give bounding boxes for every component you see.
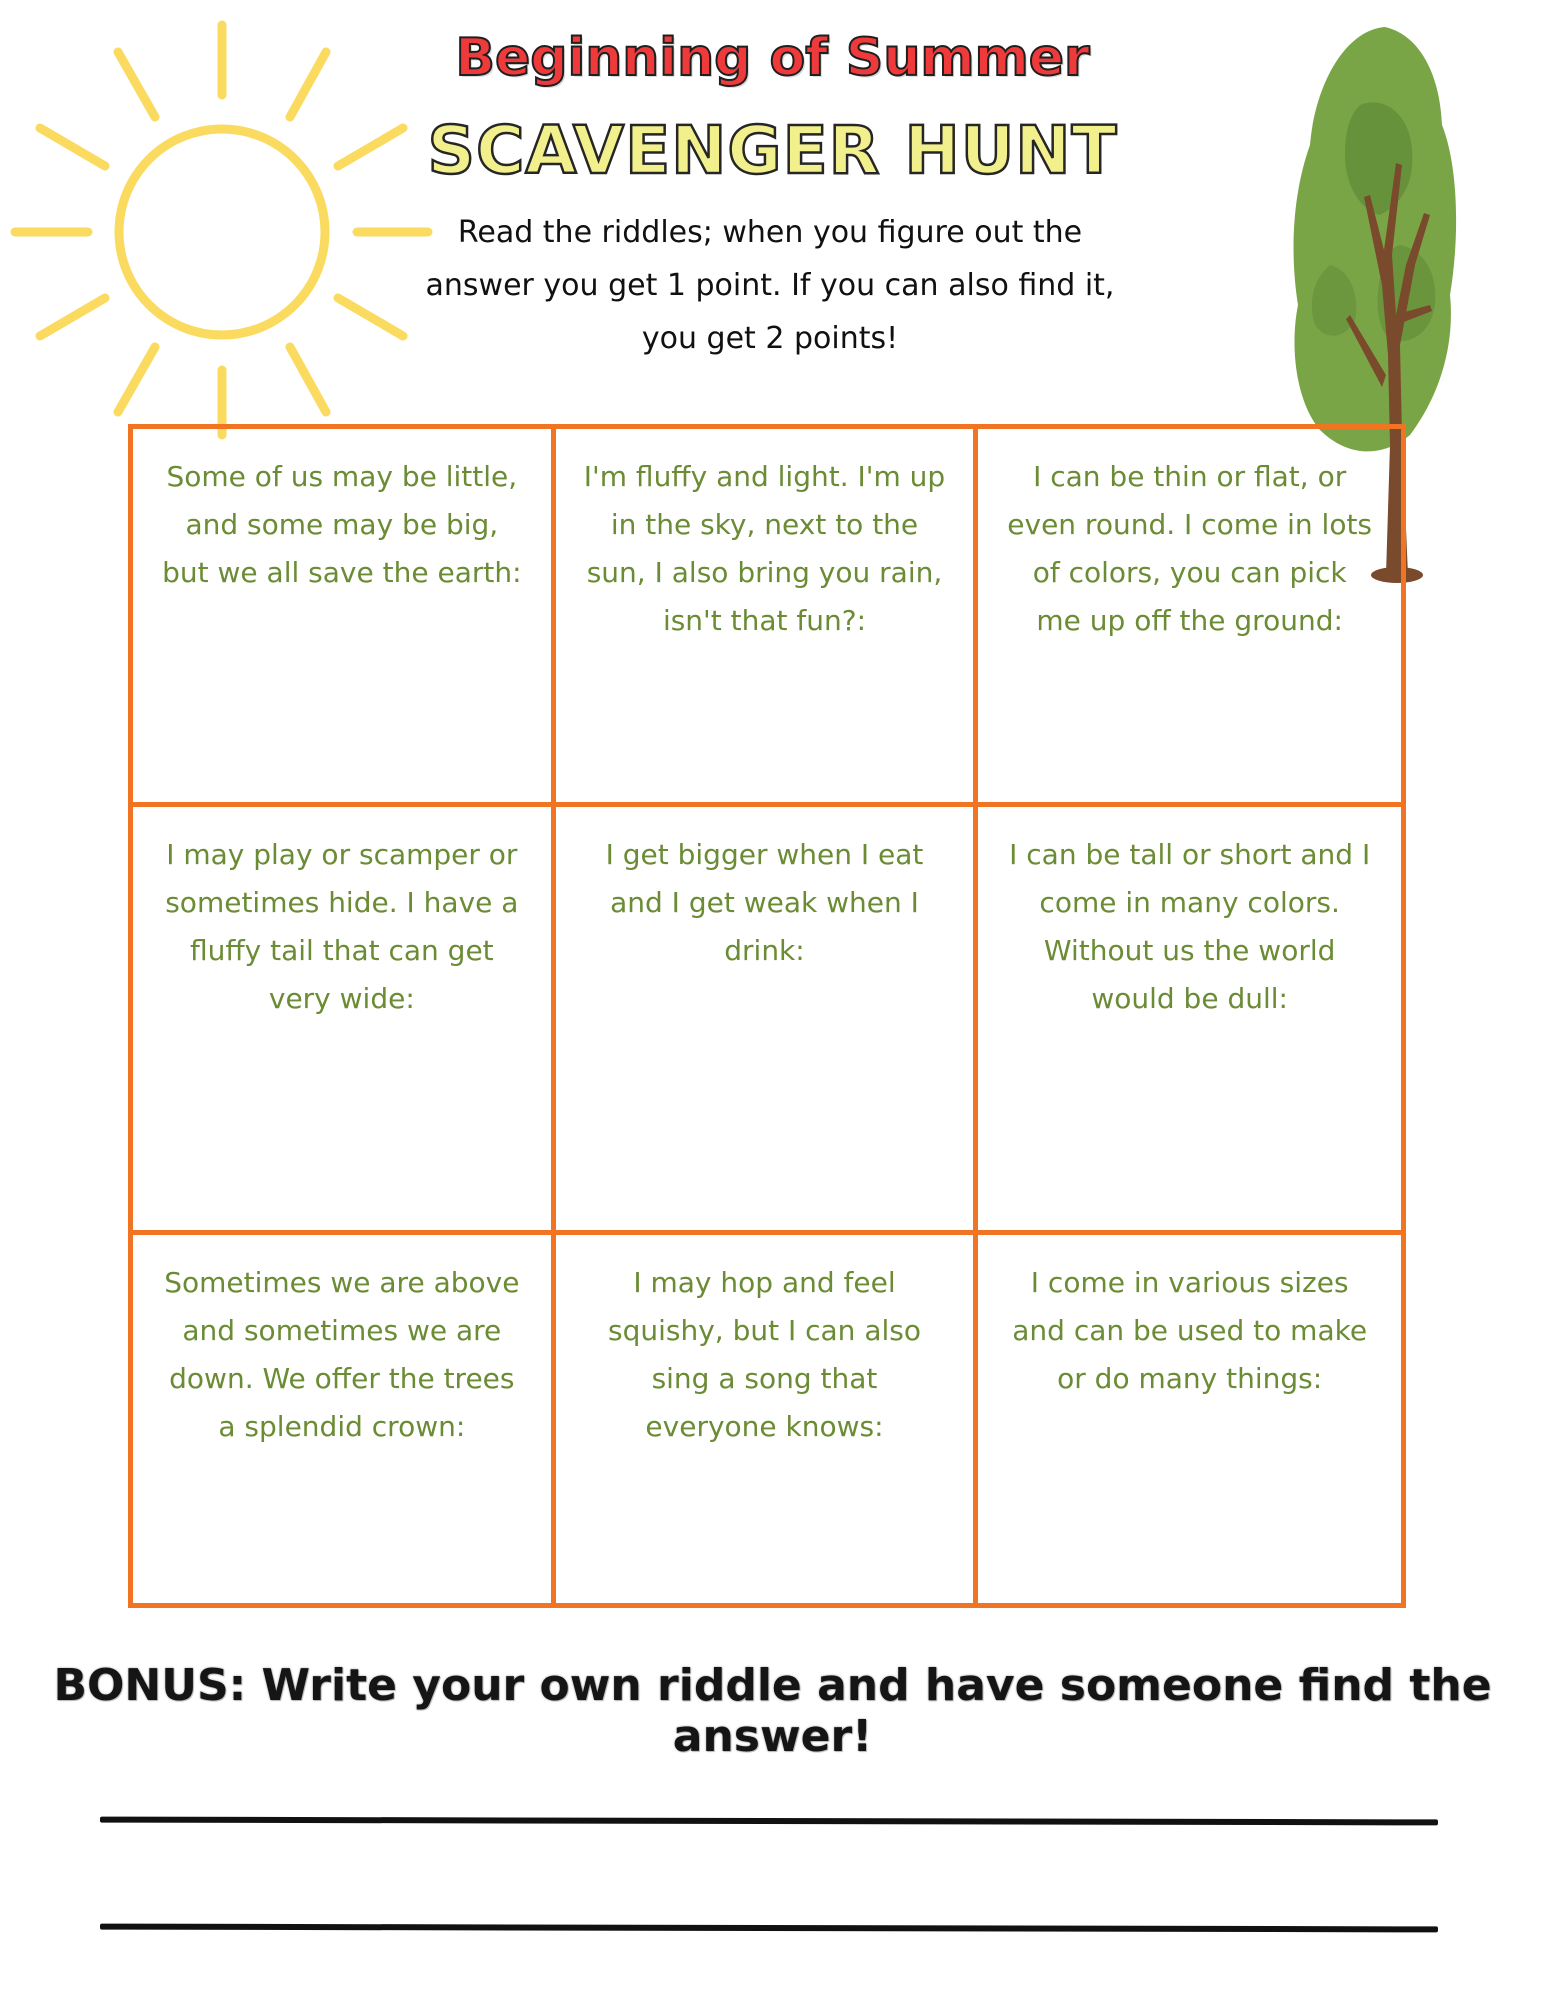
riddle-cell: I can be tall or short and I come in many colors. Without us the world would be dull:	[978, 807, 1401, 1235]
worksheet-title: Beginning of Summer	[455, 28, 1090, 88]
riddle-cell: Some of us may be little, and some may be big, but we all save the earth:	[133, 429, 556, 807]
riddle-cell: I may play or scamper or sometimes hide. I have a fluffy tail that can get very wide:	[133, 807, 556, 1235]
riddle-grid	[128, 424, 1406, 1608]
bonus-prompt: BONUS: Write your own riddle and have someone find the answer!	[53, 1660, 1492, 1762]
riddle-cell: Sometimes we are above and sometimes we are down. We offer the trees a splendid crown:	[133, 1235, 556, 1603]
answer-line	[100, 1817, 1438, 1826]
riddle-cell: I can be thin or flat, or even round. I come in lots of colors, you can pick me up off the ground:	[978, 429, 1401, 807]
riddle-cell: I come in various sizes and can be used to make or do many things:	[1012, 1266, 1368, 1395]
answer-line	[100, 1924, 1438, 1933]
worksheet-subtitle: SCAVENGER HUNT	[427, 112, 1118, 189]
instructions-text: Read the riddles; when you figure out the answer you get 1 point. If you can also find it, you get 2 points!	[425, 215, 1115, 356]
riddle-cell: I get bigger when I eat and I get weak when I drink:	[556, 807, 979, 1235]
riddle-cell: I may hop and feel squishy, but I can also sing a song that everyone knows:	[556, 1235, 979, 1603]
riddle-cell: I'm fluffy and light. I'm up in the sky, next to the sun, I also bring you rain, isn't that fun?:	[556, 429, 979, 807]
